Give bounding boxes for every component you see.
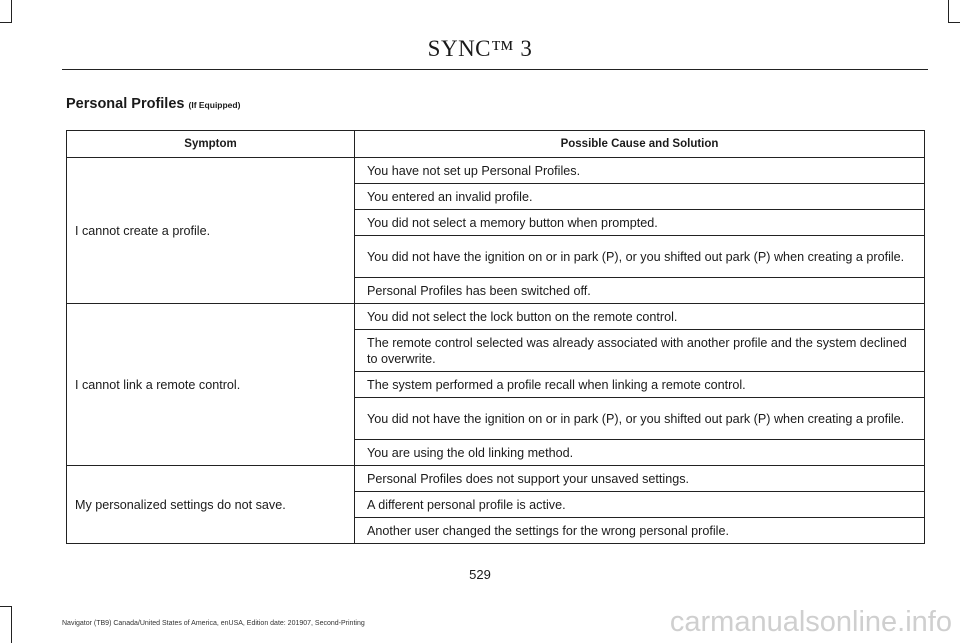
- table-row: [67, 304, 925, 330]
- crop-mark-bottom-left-v: [11, 606, 12, 643]
- troubleshooting-table: [66, 130, 925, 544]
- column-header-symptom: Symptom: [67, 131, 355, 158]
- footer-edition-info: Navigator (TB9) Canada/United States of America, enUSA, Edition date: 201907, Second-Printing: [62, 620, 365, 627]
- section-title: Personal Profiles: [66, 96, 185, 112]
- column-header-cause: Possible Cause and Solution: [355, 131, 925, 158]
- header-rule: [62, 69, 928, 70]
- cause-cell: You did not select a memory button when prompted.: [355, 210, 925, 236]
- table-header-row: [67, 131, 925, 158]
- cause-cell: Another user changed the settings for the wrong personal profile.: [355, 518, 925, 544]
- cause-cell: Personal Profiles has been switched off.: [355, 278, 925, 304]
- cause-cell: The system performed a profile recall when linking a remote control.: [355, 372, 925, 398]
- section-heading: [66, 96, 240, 112]
- watermark-logo: carmanualsonline.info: [669, 606, 952, 638]
- page-header-title: SYNC™ 3: [427, 36, 533, 61]
- cause-cell: You did not have the ignition on or in park (P), or you shifted out park (P) when creating a profile.: [355, 236, 925, 278]
- section-qualifier: (If Equipped): [188, 100, 241, 110]
- cause-cell: You entered an invalid profile.: [355, 184, 925, 210]
- table-row: [67, 466, 925, 492]
- page-number: 529: [469, 567, 491, 582]
- crop-mark-top-right-h: [948, 22, 960, 23]
- crop-mark-bottom-left-h: [0, 606, 12, 607]
- cause-cell: Personal Profiles does not support your unsaved settings.: [355, 466, 925, 492]
- crop-mark-top-left-v: [11, 0, 12, 22]
- cause-cell: You are using the old linking method.: [355, 440, 925, 466]
- table-row: [67, 158, 925, 184]
- cause-cell: You did not select the lock button on the remote control.: [355, 304, 925, 330]
- symptom-cell: I cannot create a profile.: [67, 158, 355, 304]
- cause-cell: A different personal profile is active.: [355, 492, 925, 518]
- symptom-cell: My personalized settings do not save.: [67, 466, 355, 544]
- crop-mark-top-left-h: [0, 22, 12, 23]
- cause-cell: You did not have the ignition on or in park (P), or you shifted out park (P) when creating a profile.: [355, 398, 925, 440]
- crop-mark-top-right-v: [948, 0, 949, 22]
- cause-cell: You have not set up Personal Profiles.: [355, 158, 925, 184]
- symptom-cell: I cannot link a remote control.: [67, 304, 355, 466]
- cause-cell: The remote control selected was already associated with another profile and the system declined to overwrite.: [355, 330, 925, 372]
